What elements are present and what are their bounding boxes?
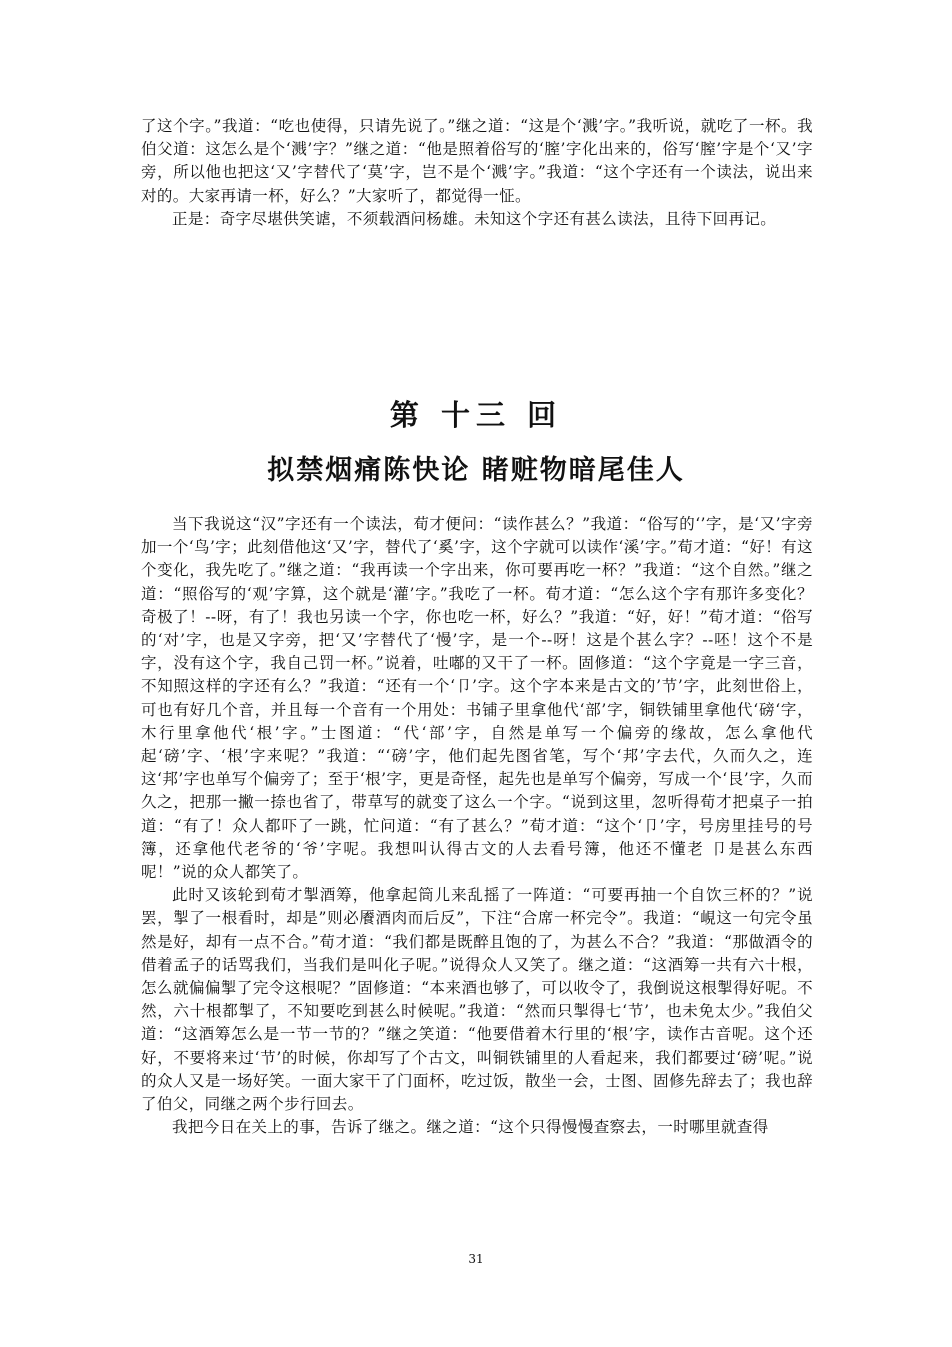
previous-chapter-ending: [141, 115, 813, 231]
chapter-number: 第 十三 回: [389, 398, 563, 432]
paragraph: 当下我说这“汉”字还有一个读法，荀才便问：“读作甚么？”我道：“俗写的‘’字，是‘又’字旁加一个‘鸟’字；此刻借他这‘又’字，替代了‘奚’字，这个字就可以读作‘溪’字。”荀才道：“好！有这个变化，我先吃了。”继之道：“我再读一个字出来，你可要再吃一杯？”我道：“这个自然。”继之道：“照俗写的‘观’字算，这个就是‘灌’字。”我吃了一杯。荀才道：“怎么这个字有那许多变化？奇极了！--呀，有了！我也另读一个字，你也吃一杯，好么？”我道：“好，好！”荀才道：“俗写的‘对’字，也是又字旁，把‘又’字替代了‘慢’字，是一个--呀！这是个甚么字？--呸！这个不是字，没有这个字，我自己罚一杯。”说着，吐嘟的又干了一杯。固修道：“这个字竟是一字三音，不知照这样的字还有么？”我道：“还有一个‘卩’字。这个字本来是古文的’节’字，此刻世俗上，可也有好几个音，并且每一个音有一个用处：书铺子里拿他代‘部’字，铜铁铺里拿他代‘磅‘字，木行里拿他代‘根’字。”士图道：“代‘部’字，自然是单写一个偏旁的缘故，怎么拿他代起‘磅’字、‘根’字来呢？”我道：“‘磅’字，他们起先图省笔，写个‘邦’字去代，久而久之，连这‘邦’字也单写个偏旁了；至于‘根’字，更是奇怪，起先也是单写个偏旁，写成一个‘艮’字，久而久之，把那一撇一捺也省了，带草写的就变了这么一个字。“说到这里，忽听得荀才把桌子一拍道：“有了！众人都吓了一跳，忙问道：“有了甚么？”荀才道：“这个‘卩’字，号房里挂号的号簿，还拿他代老爷的‘爷’字呢。我想叫认得古文的人去看号簿，他还不懂老 卩是甚么东西呢！”说的众人都笑了。: [141, 515, 813, 882]
chapter-body: [141, 513, 813, 1139]
chapter-closing-couplet: 正是：奇字尽堪供笑谑，不须载酒问杨雄。未知这个字还有甚么读法，且待下回再记。: [172, 209, 777, 228]
page-number: 31: [468, 1252, 484, 1266]
paragraph: 此时又该轮到荀才掣酒筹，他拿起筒儿来乱摇了一阵道：“可要再抽一个自饮三杯的？”说罢，掣了一根看时，却是”则必餍酒肉而后反”，下注“合席一杯完令”。我道：“峴这一句完令虽然是好，却有一点不合。”荀才道：“我们都是既醉且饱的了，为甚么不合？”我道：“那做酒令的借着孟子的话骂我们，当我们是叫化子呢。”说得众人又笑了。继之道：“这酒筹一共有六十根，怎么就偏偏掣了完令这根呢？”固修道：“本来酒也够了，可以收令了，我倒说这根掣得好呢。不然，六十根都掣了，不知要吃到甚么时候呢。”我道：“然而只掣得七‘节’，也未免太少。”我伯父道：“这酒筹怎么是一节一节的？”继之笑道：“他要借着木行里的‘根’字，读作古音呢。这个还好，不要将来过‘节’的时候，你却写了个古文，叫铜铁铺里的人看起来，我们都要过‘磅’呢。”说的众人又是一场好笑。一面大家干了门面杯，吃过饭，散坐一会，士图、固修先辞去了；我也辞了伯父，同继之两个步行回去。: [141, 886, 813, 1114]
paragraph: 了这个字。”我道：“吃也使得，只请先说了。”继之道：“这是个‘溅’字。”我听说，就吃了一杯。我伯父道：这怎么是个‘溅’字？”继之道：“他是照着俗写的‘膣’字化出来的，俗写‘膣’字是个‘又’字旁，所以他也把这‘又’字替代了‘莫’字，岂不是个‘溅’字。”我道：“这个字还有一个读法，说出来对的。大家再请一杯，好么？”大家听了，都觉得一怔。: [141, 117, 813, 205]
chapter-title: 拟禁烟痛陈快论 睹赃物暗尾佳人: [267, 455, 685, 486]
paragraph: 我把今日在关上的事，告诉了继之。继之道：“这个只得慢慢查察去，一时哪里就查得: [172, 1118, 769, 1137]
